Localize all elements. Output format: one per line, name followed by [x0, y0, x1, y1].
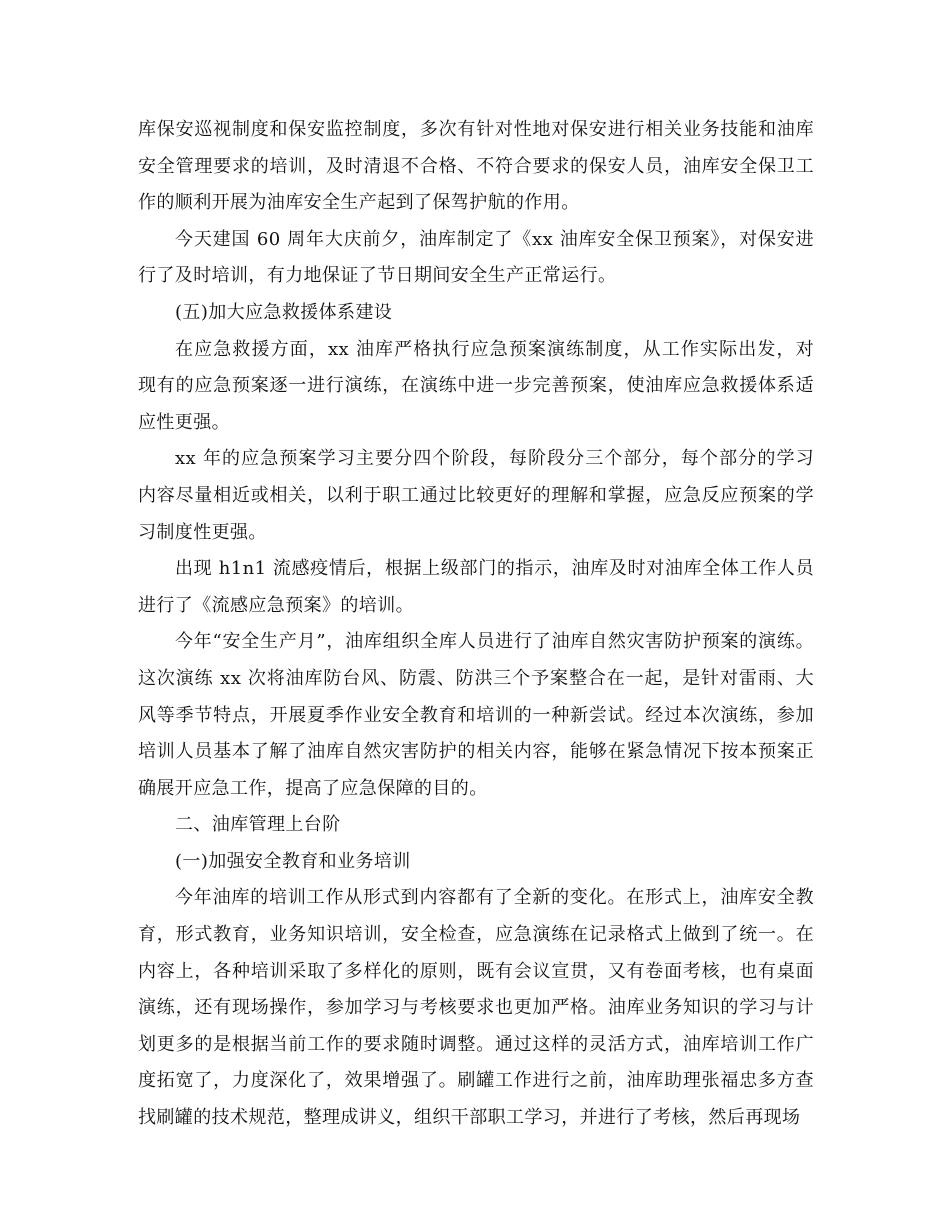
- paragraph-line: 演练，还有现场操作，参加学习与考核要求也更加严格。油库业务知识的学习与计: [138, 997, 814, 1019]
- paragraph: [138, 112, 814, 222]
- paragraph: [138, 624, 814, 807]
- paragraph: [138, 844, 814, 881]
- paragraph: [138, 222, 814, 295]
- document-body: [138, 112, 814, 1137]
- paragraph-line: 今天建国 60 周年大庆前夕，油库制定了《xx 油库安全保卫预案》，对保安进: [175, 228, 814, 250]
- paragraph: [138, 295, 814, 332]
- paragraph-line: 二、油库管理上台阶: [175, 814, 341, 836]
- paragraph-line: 现有的应急预案逐一进行演练，在演练中进一步完善预案，使油库应急救援体系适: [138, 375, 814, 397]
- paragraph-line: 习制度性更强。: [138, 521, 267, 543]
- paragraph-line: 库保安巡视制度和保安监控制度，多次有针对性地对保安进行相关业务技能和油库: [138, 119, 814, 140]
- paragraph-line: 风等季节特点，开展夏季作业安全教育和培训的一种新尝试。经过本次演练，参加: [138, 704, 814, 726]
- paragraph-line: 今年油库的培训工作从形式到内容都有了全新的变化。在形式上，油库安全教: [175, 887, 814, 909]
- paragraph-line: 划更多的是根据当前工作的要求随时调整。通过这样的灵活方式，油库培训工作广: [138, 1033, 814, 1055]
- paragraph-line: 进行了《流感应急预案》的培训。: [138, 594, 414, 616]
- paragraph-line: 培训人员基本了解了油库自然灾害防护的相关内容，能够在紧急情况下按本预案正: [138, 741, 814, 763]
- paragraph: [138, 441, 814, 551]
- paragraph: [138, 332, 814, 442]
- paragraph-line: (一)加强安全教育和业务培训: [175, 850, 411, 872]
- paragraph-line: 内容上，各种培训采取了多样化的原则，既有会议宣贯，又有卷面考核，也有桌面: [138, 960, 814, 982]
- paragraph-line: 找刷罐的技术规范，整理成讲义，组织干部职工学习，并进行了考核，然后再现场: [138, 1107, 801, 1129]
- paragraph-line: 出现 h1n1 流感疫情后，根据上级部门的指示，油库及时对油库全体工作人员: [175, 558, 814, 580]
- paragraph-line: 内容尽量相近或相关，以利于职工通过比较更好的理解和掌握，应急反应预案的学: [138, 484, 814, 506]
- paragraph-line: 应性更强。: [138, 411, 230, 433]
- paragraph-line: 确展开应急工作，提高了应急保障的目的。: [138, 777, 488, 799]
- paragraph-line: (五)加大应急救援体系建设: [175, 301, 393, 323]
- paragraph-line: 行了及时培训，有力地保证了节日期间安全生产正常运行。: [138, 265, 617, 287]
- paragraph-line: 这次演练 xx 次将油库防台风、防震、防洪三个予案整合在一起，是针对雷雨、大: [138, 667, 814, 689]
- paragraph-line: 安全管理要求的培训，及时清退不合格、不符合要求的保安人员，油库安全保卫工: [138, 155, 814, 177]
- paragraph-line: 作的顺利开展为油库安全生产起到了保驾护航的作用。: [138, 192, 580, 214]
- paragraph-line: 度拓宽了，力度深化了，效果增强了。刷罐工作进行之前，油库助理张福忠多方查: [138, 1070, 814, 1092]
- paragraph-line: 今年“安全生产月”，油库组织全库人员进行了油库自然灾害防护预案的演练。: [175, 631, 814, 653]
- paragraph: [138, 880, 814, 1136]
- paragraph-line: xx 年的应急预案学习主要分四个阶段，每阶段分三个部分，每个部分的学习: [175, 448, 814, 470]
- paragraph: [138, 807, 814, 844]
- paragraph-line: 育，形式教育，业务知识培训，安全检查，应急演练在记录格式上做到了统一。在: [138, 924, 814, 946]
- paragraph-line: 在应急救援方面，xx 油库严格执行应急预案演练制度，从工作实际出发，对: [175, 338, 814, 360]
- paragraph: [138, 551, 814, 624]
